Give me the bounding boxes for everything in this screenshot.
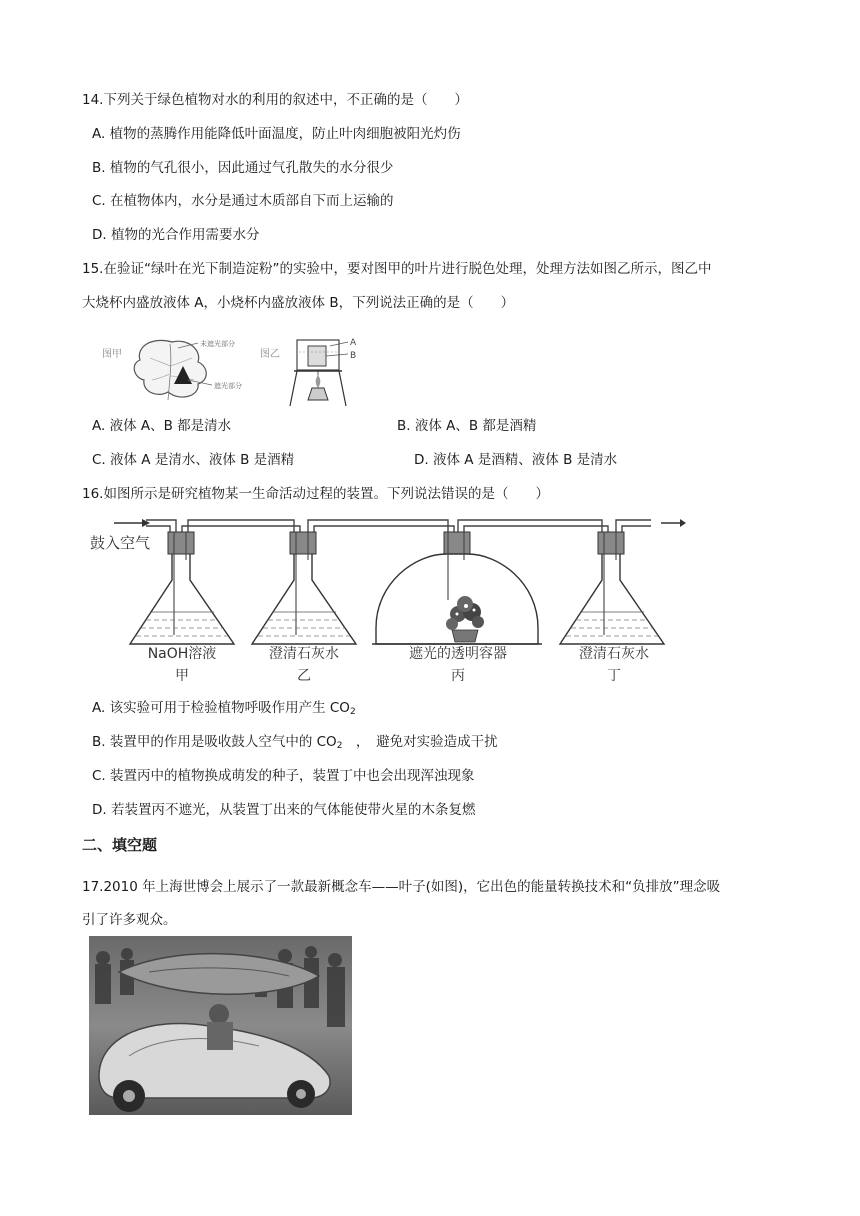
- label-a: A: [350, 338, 357, 348]
- alcohol-burner: [308, 388, 328, 400]
- question-14-stem: 14.下列关于绿色植物对水的利用的叙述中，不正确的是（ ）: [82, 92, 468, 108]
- question-14-option-d: D. 植物的光合作用需要水分: [92, 227, 260, 243]
- figure-label-jia: 图甲: [102, 349, 122, 360]
- concept-car-photo: [89, 936, 352, 1115]
- flame: [316, 375, 321, 388]
- label-shaded: 遮光部分: [214, 382, 242, 390]
- ding-name-label: 丁: [607, 668, 621, 684]
- question-15-stem-line2: 大烧杯内盛放液体 A，小烧杯内盛放液体 B，下列说法正确的是（ ）: [82, 295, 515, 311]
- question-16-option-b: B. 装置甲的作用是吸收鼓人空气中的 $CO_2$ ， 避免对实验造成干扰: [92, 734, 498, 751]
- question-16-option-a: A. 该实验可用于检验植物呼吸作用产生 $CO_2$: [92, 700, 356, 717]
- question-15-option-c: C. 液体 A 是清水、液体 B 是酒精: [92, 452, 295, 468]
- jia-solution-label: NaOH溶液: [147, 646, 217, 662]
- yi-solution-label: 澄清石灰水: [269, 646, 339, 662]
- question-15-option-b: B. 液体 A、B 都是酒精: [397, 418, 537, 434]
- plant-pot: [452, 630, 478, 642]
- question-15-figure: [100, 330, 390, 412]
- flask-yi: [252, 532, 356, 644]
- bing-solution-label: 遮光的透明容器: [409, 646, 507, 662]
- flask-ding: [560, 532, 664, 644]
- question-15-option-a: A. 液体 A、B 都是清水: [92, 418, 232, 434]
- question-14-option-c: C. 在植物体内，水分是通过木质部自下而上运输的: [92, 193, 394, 209]
- question-15-stem-line1: 15.在验证“绿叶在光下制造淀粉”的实验中，要对图甲的叶片进行脱色处理，处理方法如图乙所示，图乙中: [82, 261, 712, 277]
- small-beaker: [308, 346, 326, 366]
- dome-bing: [372, 532, 542, 644]
- ding-solution-label: 澄清石灰水: [579, 646, 649, 662]
- figure-label-yi: 图乙: [260, 349, 280, 360]
- question-16-stem: 16.如图所示是研究植物某一生命活动过程的装置。下列说法错误的是（ ）: [82, 486, 549, 502]
- question-15-option-d: D. 液体 A 是酒精、液体 B 是清水: [414, 452, 618, 468]
- question-16-option-d: D. 若装置丙不遮光，从装置丁出来的气体能使带火星的木条复燃: [92, 802, 476, 818]
- question-14-option-b: B. 植物的气孔很小，因此通过气孔散失的水分很少: [92, 160, 394, 176]
- question-14-option-a: A. 植物的蒸腾作用能降低叶面温度，防止叶肉细胞被阳光灼伤: [92, 126, 461, 142]
- section-title: 二、填空题: [82, 836, 158, 854]
- yi-name-label: 乙: [297, 668, 311, 684]
- question-17-stem-line2: 引了许多观众。: [82, 912, 177, 928]
- label-unshaded: 未遮光部分: [200, 340, 235, 348]
- question-16-figure: [86, 510, 686, 688]
- outlet-arrow-icon: [680, 519, 686, 527]
- jia-name-label: 甲: [175, 668, 189, 684]
- question-16-option-c: C. 装置丙中的植物换成萌发的种子，装置丁中也会出现浑浊现象: [92, 768, 475, 784]
- question-17-stem-line1: 17.2010 年上海世博会上展示了一款最新概念车——叶子(如图)，它出色的能量转换技术和“负排放”理念吸: [82, 879, 721, 895]
- bing-name-label: 丙: [451, 668, 465, 684]
- air-in-label: 鼓入空气: [90, 534, 151, 552]
- label-b: B: [350, 351, 357, 361]
